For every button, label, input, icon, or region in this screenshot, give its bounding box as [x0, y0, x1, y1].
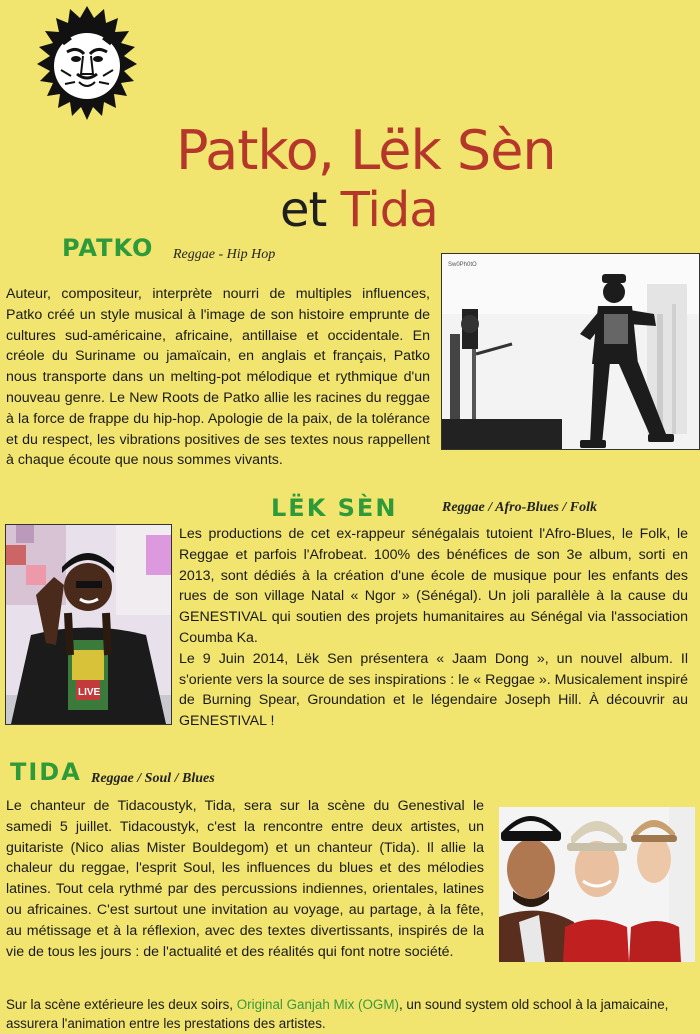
footer-text-after: , un sound system old school à la jamaicaine, assurera l'animation entre les prestations des artistes. [6, 997, 669, 1031]
patko-photo [441, 253, 700, 450]
section-heading-patko: PATKO [62, 234, 154, 262]
leksen-description [179, 524, 688, 732]
footer-ogm-highlight: Original Ganjah Mix (OGM) [236, 997, 399, 1012]
leksen-text-1: Les productions de cet ex-rappeur sénégalais tutoient l'Afro-Blues, le Folk, le Reggae et parfois l'Afrobeat. 100% des bénéfices de son 3e album, sorti en 2013, sont dédiés à la création d'une école de musique pour les enfants des rues de son village Natal « Ngor » (Sénégal). Un joli parallèle à la cause du GENESTIVAL qui soutien des projets humanitaires au Sénégal via l'association Coumba Ka. [179, 526, 688, 646]
title-tida: Tida [340, 182, 438, 238]
tida-text: Le chanteur de Tidacoustyk, Tida, sera sur la scène du Genestival le samedi 5 juillet. Tidacoustyk, c'est la rencontre entre deux artistes, un guitariste (Nico alias Mister Bouldegom) et un chanteur (Tida). Il allie la chaleur du reggae, l'esprit Soul, les influences du blues et des mélodies latines. Tout cela rythmé par des percussions indiennes, orientales, latines ou africaines. C'est surtout une invitation au voyage, au partage, à la fête, au métissage et à la réflexion, avec des textes divertissants, inspirés de la vie de tous les jours : de l'actualité et des réalités qui font notre société. [6, 798, 484, 960]
footer-text-before: Sur la scène extérieure les deux soirs, [6, 997, 237, 1012]
genre-tida: Reggae / Soul / Blues [91, 771, 215, 786]
tida-photo [499, 807, 695, 962]
page-title-line1: Patko, Lëk Sèn [176, 119, 556, 182]
leksen-text-2: Le 9 Juin 2014, Lëk Sen présentera « Jaam Dong », un nouvel album. Il s'oriente vers la source de ses inspirations : le « Reggae ». Musicalement inspiré de Burning Spear, Groundation et le légendaire Joseph Hill. À découvrir au GENESTIVAL ! [179, 650, 688, 730]
tida-description [6, 796, 484, 962]
leksen-photo [5, 524, 172, 725]
patko-description [6, 284, 430, 471]
patko-text: Auteur, compositeur, interprète nourri de multiples influences, Patko créé un style musical à l'image de son histoire emprunte de cultures sud-américaine, africaine, antillaise et occidentale. En créole du Suriname ou jamaïcain, en anglais et français, Patko nous transporte dans un melting-pot mélodique et rythmique d'un nouveau genre. Le New Roots de Patko allie les racines du reggae à la force de frappe du hip-hop. Apologie de la paix, de la tolérance et du respect, les vibrations positives de ses textes nous rappellent à chaque écoute que nous sommes vivants. [6, 286, 430, 469]
section-heading-tida: TIDA [10, 758, 82, 786]
footer-note [6, 995, 696, 1033]
lion-logo [32, 4, 142, 134]
page-title-line2 [280, 182, 438, 238]
genre-patko: Reggae - Hip Hop [173, 247, 276, 262]
section-heading-leksen: LËK SÈN [271, 494, 398, 522]
photo-caption: Sw0Ph0tO [448, 262, 477, 268]
title-et: et [280, 182, 327, 238]
shirt-live-text: LIVE [78, 687, 101, 698]
genre-leksen: Reggae / Afro-Blues / Folk [442, 500, 598, 515]
